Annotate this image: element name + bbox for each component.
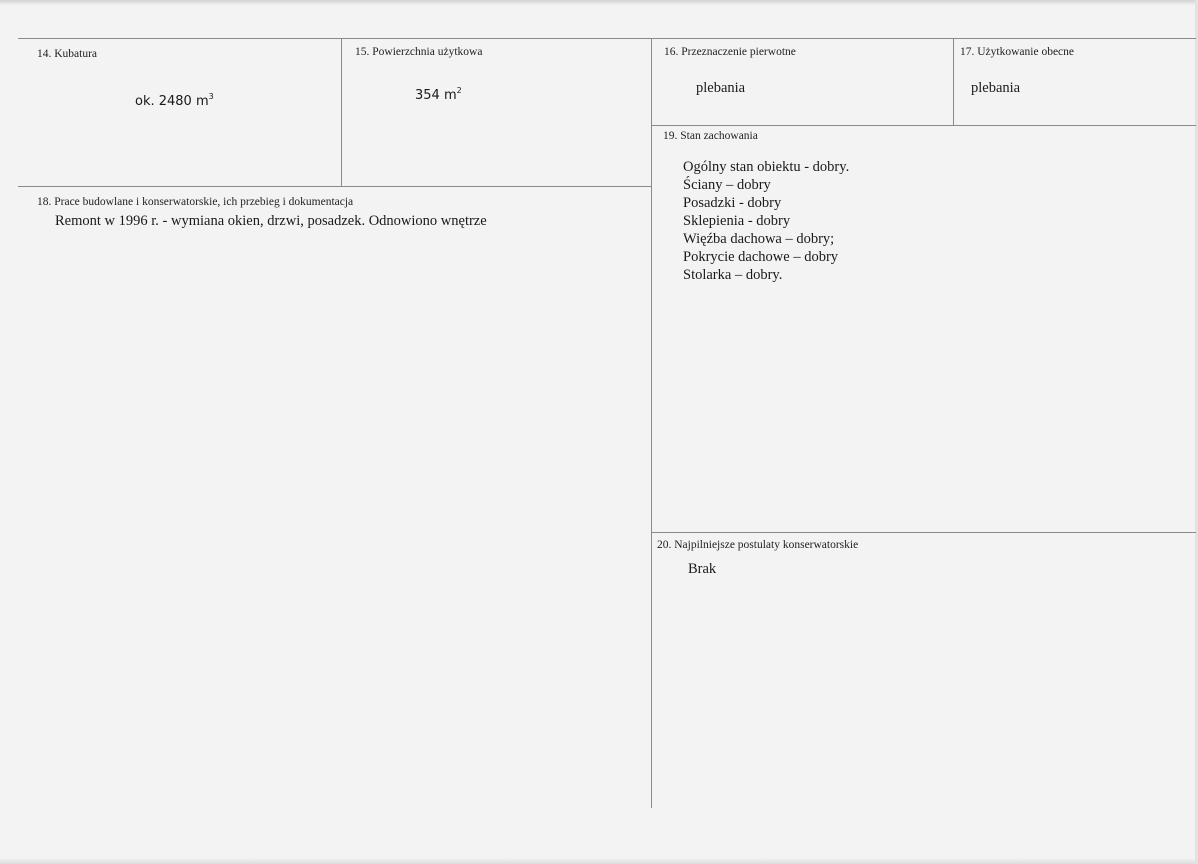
stan-zachowania-label: 19. Stan zachowania [663, 130, 758, 142]
prace-budowlane-value: Remont w 1996 r. - wymiana okien, drzwi, posadzek. Odnowiono wnętrze [55, 213, 487, 229]
rule-top [18, 38, 1196, 39]
prace-budowlane-label: 18. Prace budowlane i konserwatorskie, ich przebieg i dokumentacja [37, 196, 354, 208]
powierzchnia-unit-sup: 2 [456, 86, 462, 95]
divider-center [651, 38, 652, 808]
przeznaczenie-pierwotne-label: 16. Przeznaczenie pierwotne [664, 46, 796, 58]
postulaty-label: 20. Najpilniejsze postulaty konserwatorskie [657, 539, 859, 551]
powierzchnia-label: 15. Powierzchnia użytkowa [355, 46, 483, 58]
kubatura-label: 14. Kubatura [37, 48, 98, 60]
uzytkowanie-obecne-value: plebania [971, 80, 1021, 96]
przeznaczenie-pierwotne-value: plebania [696, 80, 746, 96]
kubatura-value [135, 93, 214, 111]
powierzchnia-value [415, 87, 462, 105]
uzytkowanie-obecne-label: 17. Użytkowanie obecne [960, 46, 1075, 58]
powierzchnia-text: 354 m [415, 88, 457, 103]
kubatura-unit-sup: 3 [208, 92, 214, 101]
stan-zachowania-line: Więźba dachowa – dobry; [683, 231, 835, 247]
stan-zachowania-line: Posadzki - dobry [683, 195, 782, 211]
rule-row1-left [18, 186, 651, 187]
divider-16-17 [953, 38, 954, 125]
stan-zachowania-line: Ogólny stan obiektu - dobry. [683, 159, 850, 175]
divider-14-15 [341, 38, 342, 186]
stan-zachowania-line: Ściany – dobry [683, 177, 771, 193]
rule-row1-right [651, 125, 1196, 126]
stan-zachowania-line: Stolarka – dobry. [683, 267, 783, 283]
scan-edge-top [0, 0, 1198, 6]
scan-edge-bottom [0, 858, 1198, 864]
stan-zachowania-line: Sklepienia - dobry [683, 213, 791, 229]
rule-section20 [651, 532, 1196, 533]
kubatura-text: ok. 2480 m [135, 94, 209, 109]
postulaty-value: Brak [688, 561, 717, 577]
stan-zachowania-list [683, 158, 849, 284]
stan-zachowania-line: Pokrycie dachowe – dobry [683, 249, 839, 265]
